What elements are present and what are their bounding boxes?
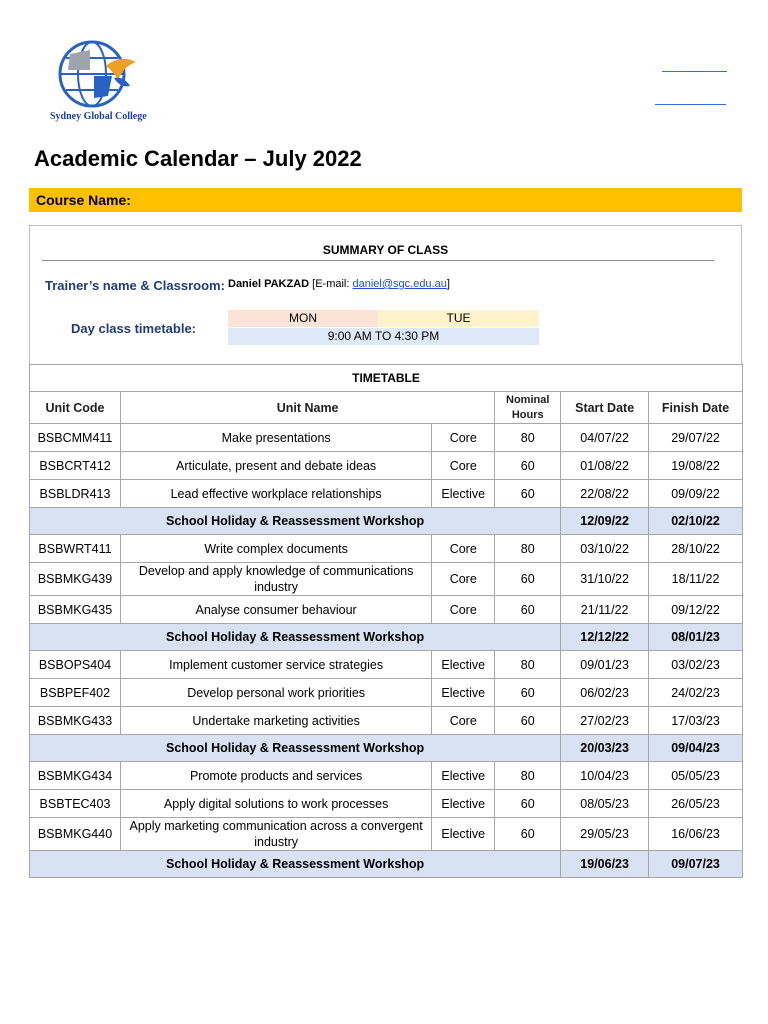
logo-text: Sydney Global College: [50, 111, 147, 122]
start-date: 09/01/23: [561, 651, 649, 679]
start-date: 27/02/23: [561, 707, 649, 735]
unit-name: Lead effective workplace relationships: [120, 480, 431, 508]
header-link-line[interactable]: [662, 71, 727, 72]
start-date: 04/07/22: [561, 424, 649, 452]
finish-date: 18/11/22: [649, 563, 743, 596]
trainer-email-link[interactable]: daniel@sgc.edu.au: [352, 278, 447, 290]
finish-date: 09/12/22: [649, 596, 743, 624]
nominal-hours: 60: [495, 563, 561, 596]
unit-type: Core: [432, 707, 495, 735]
summary-divider: [42, 260, 714, 261]
start-date: 08/05/23: [561, 790, 649, 818]
unit-code: BSBMKG435: [30, 596, 121, 624]
unit-name: Undertake marketing activities: [120, 707, 431, 735]
table-row: [30, 535, 743, 563]
timetable-caption-row: [30, 365, 743, 392]
timetable-caption: TIMETABLE: [30, 365, 743, 392]
timetable-header-row: [30, 392, 743, 424]
nominal-hours: 80: [495, 424, 561, 452]
table-row: [30, 762, 743, 790]
table-row: [30, 818, 743, 851]
unit-code: BSBLDR413: [30, 480, 121, 508]
holiday-finish-date: 09/04/23: [649, 735, 743, 762]
holiday-finish-date: 08/01/23: [649, 624, 743, 651]
email-suffix: ]: [446, 278, 450, 290]
holiday-finish-date: 09/07/23: [649, 851, 743, 878]
holiday-row: [30, 735, 743, 762]
table-row: [30, 452, 743, 480]
unit-name: Promote products and services: [120, 762, 431, 790]
unit-type: Core: [432, 424, 495, 452]
unit-code: BSBOPS404: [30, 651, 121, 679]
unit-type: Core: [432, 535, 495, 563]
unit-type: Elective: [432, 762, 495, 790]
finish-date: 26/05/23: [649, 790, 743, 818]
unit-name: Develop and apply knowledge of communications industry: [120, 563, 431, 596]
unit-name: Apply marketing communication across a convergent industry: [120, 818, 431, 851]
nominal-hours: 80: [495, 651, 561, 679]
timetable: [29, 364, 743, 878]
course-name-bar: [29, 188, 742, 212]
unit-type: Elective: [432, 790, 495, 818]
page-title: Academic Calendar – July 2022: [34, 146, 362, 171]
start-date: 31/10/22: [561, 563, 649, 596]
table-row: [30, 707, 743, 735]
trainer-label: Trainer’s name & Classroom:: [45, 278, 225, 293]
start-date: 03/10/22: [561, 535, 649, 563]
nominal-hours: 60: [495, 790, 561, 818]
header-nominal-hours: Nominal Hours: [495, 392, 561, 424]
unit-name: Apply digital solutions to work processes: [120, 790, 431, 818]
start-date: 10/04/23: [561, 762, 649, 790]
unit-name: Make presentations: [120, 424, 431, 452]
day-mon: MON: [228, 310, 378, 327]
unit-code: BSBMKG440: [30, 818, 121, 851]
nominal-hours: 80: [495, 535, 561, 563]
finish-date: 17/03/23: [649, 707, 743, 735]
table-row: [30, 596, 743, 624]
finish-date: 03/02/23: [649, 651, 743, 679]
unit-name: Implement customer service strategies: [120, 651, 431, 679]
header-unit-name: Unit Name: [120, 392, 494, 424]
finish-date: 09/09/22: [649, 480, 743, 508]
unit-type: Elective: [432, 818, 495, 851]
holiday-label: School Holiday & Reassessment Workshop: [30, 735, 561, 762]
holiday-start-date: 19/06/23: [561, 851, 649, 878]
start-date: 01/08/22: [561, 452, 649, 480]
nominal-hours: 60: [495, 818, 561, 851]
unit-type: Core: [432, 596, 495, 624]
table-row: [30, 563, 743, 596]
summary-heading: SUMMARY OF CLASS: [322, 243, 449, 257]
course-name-label: Course Name:: [36, 192, 131, 208]
holiday-start-date: 12/09/22: [561, 508, 649, 535]
table-row: [30, 424, 743, 452]
unit-code: BSBPEF402: [30, 679, 121, 707]
nominal-hours: 60: [495, 679, 561, 707]
trainer-name: Daniel PAKZAD: [228, 278, 310, 290]
start-date: 22/08/22: [561, 480, 649, 508]
unit-code: BSBCRT412: [30, 452, 121, 480]
unit-name: Develop personal work priorities: [120, 679, 431, 707]
unit-type: Elective: [432, 679, 495, 707]
unit-code: BSBTEC403: [30, 790, 121, 818]
class-time: 9:00 AM TO 4:30 PM: [228, 328, 539, 345]
holiday-row: [30, 624, 743, 651]
nominal-hours: 60: [495, 480, 561, 508]
header-start-date: Start Date: [561, 392, 649, 424]
unit-code: BSBMKG434: [30, 762, 121, 790]
trainer-info: [228, 278, 450, 290]
finish-date: 16/06/23: [649, 818, 743, 851]
holiday-row: [30, 508, 743, 535]
summary-section: [29, 225, 742, 365]
table-row: [30, 790, 743, 818]
holiday-label: School Holiday & Reassessment Workshop: [30, 851, 561, 878]
start-date: 21/11/22: [561, 596, 649, 624]
finish-date: 28/10/22: [649, 535, 743, 563]
unit-name: Analyse consumer behaviour: [120, 596, 431, 624]
header-unit-code: Unit Code: [30, 392, 121, 424]
unit-name: Write complex documents: [120, 535, 431, 563]
unit-code: BSBCMM411: [30, 424, 121, 452]
day-timetable-label: Day class timetable:: [71, 321, 197, 336]
table-row: [30, 480, 743, 508]
header-finish-date: Finish Date: [649, 392, 743, 424]
holiday-finish-date: 02/10/22: [649, 508, 743, 535]
table-row: [30, 679, 743, 707]
nominal-hours: 80: [495, 762, 561, 790]
unit-code: BSBMKG439: [30, 563, 121, 596]
header-link-line[interactable]: [655, 104, 726, 105]
nominal-hours: 60: [495, 596, 561, 624]
unit-type: Core: [432, 452, 495, 480]
start-date: 06/02/23: [561, 679, 649, 707]
start-date: 29/05/23: [561, 818, 649, 851]
holiday-row: [30, 851, 743, 878]
unit-name: Articulate, present and debate ideas: [120, 452, 431, 480]
unit-type: Core: [432, 563, 495, 596]
holiday-label: School Holiday & Reassessment Workshop: [30, 508, 561, 535]
holiday-label: School Holiday & Reassessment Workshop: [30, 624, 561, 651]
unit-code: BSBWRT411: [30, 535, 121, 563]
finish-date: 05/05/23: [649, 762, 743, 790]
holiday-start-date: 20/03/23: [561, 735, 649, 762]
table-row: [30, 651, 743, 679]
finish-date: 19/08/22: [649, 452, 743, 480]
finish-date: 24/02/23: [649, 679, 743, 707]
holiday-start-date: 12/12/22: [561, 624, 649, 651]
day-tue: TUE: [378, 310, 539, 327]
nominal-hours: 60: [495, 707, 561, 735]
unit-type: Elective: [432, 651, 495, 679]
unit-type: Elective: [432, 480, 495, 508]
finish-date: 29/07/22: [649, 424, 743, 452]
unit-code: BSBMKG433: [30, 707, 121, 735]
email-prefix: [E-mail:: [309, 278, 353, 290]
nominal-hours: 60: [495, 452, 561, 480]
